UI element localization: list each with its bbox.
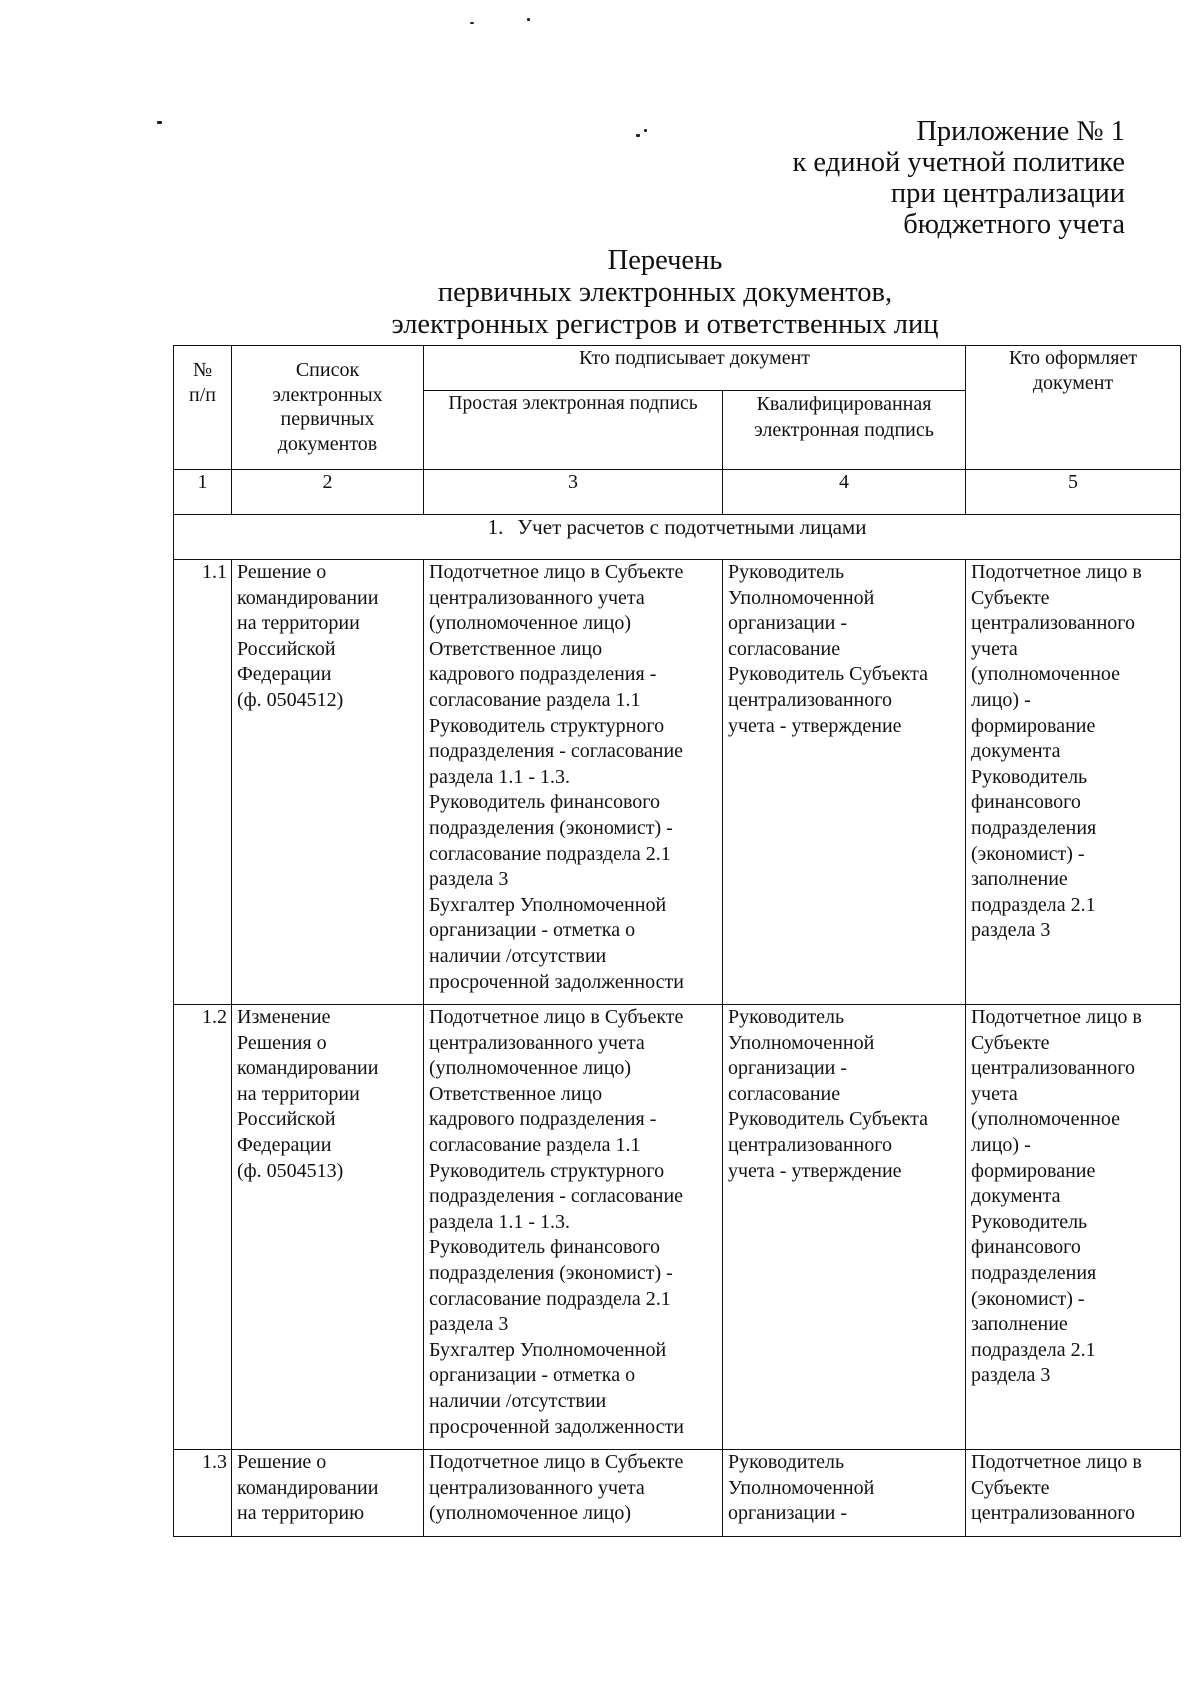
cell-line: учета - утверждение xyxy=(728,714,902,737)
cell-line: Российской xyxy=(237,637,336,660)
cell-line: Федерации xyxy=(237,1133,332,1156)
cell-line: централизованного xyxy=(971,612,1135,635)
cell-line: согласование xyxy=(728,637,841,660)
cell-line: раздела 3 xyxy=(971,1364,1051,1387)
header-qualified-line: Квалифицированная xyxy=(756,393,932,415)
cell-line: Уполномоченной xyxy=(728,1031,875,1054)
cell-line: Подотчетное лицо в xyxy=(971,561,1142,583)
header-number xyxy=(174,346,232,470)
cell-line: Руководитель xyxy=(728,561,845,583)
cell-line: раздела 1.1 - 1.3. xyxy=(429,1210,570,1233)
cell-line: командировании xyxy=(237,586,379,609)
scan-speck xyxy=(636,134,640,137)
cell-line: централизованного xyxy=(971,1502,1135,1525)
cell-line: централизованного xyxy=(728,1133,892,1156)
cell-line: централизованного учета xyxy=(429,1476,645,1499)
cell-line: (экономист) - xyxy=(971,1287,1085,1310)
cell-line: Подотчетное лицо в xyxy=(971,1451,1142,1473)
cell-line: организации - отметка о xyxy=(429,919,636,942)
cell-line: Субъекте xyxy=(971,1031,1050,1054)
table-row xyxy=(174,1005,1181,1450)
cell-line: (экономист) - xyxy=(971,842,1085,865)
header-number-line: п/п xyxy=(189,384,216,406)
header-qualified-signature xyxy=(723,391,966,470)
column-number: 5 xyxy=(966,470,1181,515)
cell-line: подразделения - согласование xyxy=(429,1185,684,1208)
cell-line: подраздела 2.1 xyxy=(971,893,1096,916)
appendix-line: при централизации xyxy=(890,178,1125,209)
row-number: 1.1 xyxy=(174,560,232,1005)
section-row xyxy=(174,515,1181,560)
cell-line: Решения о xyxy=(237,1031,327,1054)
cell-line: организации - xyxy=(728,1057,848,1080)
cell-line: командировании xyxy=(237,1057,379,1080)
cell-line: формирование xyxy=(971,714,1096,737)
cell-line: (уполномоченное лицо) xyxy=(429,1502,632,1525)
column-number: 2 xyxy=(232,470,424,515)
cell-line: Подотчетное лицо в xyxy=(971,1006,1142,1028)
row-who-forms xyxy=(966,560,1181,1005)
table-header-row xyxy=(174,346,1181,391)
cell-line: наличии /отсутствии xyxy=(429,1389,607,1412)
header-list-line: первичных xyxy=(280,408,375,430)
cell-line: согласование xyxy=(728,1082,841,1105)
cell-line: кадрового подразделения - xyxy=(429,663,657,686)
row-simple-signers xyxy=(424,1450,723,1537)
cell-line: Бухгалтер Уполномоченной xyxy=(429,893,667,916)
header-qualified-line: электронная подпись xyxy=(754,419,934,441)
cell-line: (уполномоченное лицо) xyxy=(429,1057,632,1080)
cell-line: документа xyxy=(971,740,1061,763)
cell-line: Субъекте xyxy=(971,586,1050,609)
cell-line: централизованного учета xyxy=(429,586,645,609)
section-heading xyxy=(174,515,1181,560)
cell-line: Руководитель xyxy=(728,1451,845,1473)
header-list-line: электронных xyxy=(272,383,383,406)
cell-line: Ответственное лицо xyxy=(429,1082,603,1105)
row-qualified-signers xyxy=(723,560,966,1005)
table-row xyxy=(174,560,1181,1005)
cell-line: (уполномоченное xyxy=(971,663,1121,686)
cell-line: учета xyxy=(971,1082,1018,1105)
cell-line: просроченной задолженности xyxy=(429,970,684,993)
scan-speck xyxy=(644,129,647,132)
cell-line: (ф. 0504513) xyxy=(237,1159,344,1182)
cell-line: подразделения (экономист) - xyxy=(429,816,673,839)
cell-line: подразделения - согласование xyxy=(429,740,684,763)
cell-line: командировании xyxy=(237,1476,379,1499)
cell-line: на территории xyxy=(237,1082,360,1105)
cell-line: Решение о xyxy=(237,561,327,583)
header-number-line: № xyxy=(192,359,213,381)
cell-line: просроченной задолженности xyxy=(429,1415,684,1438)
cell-line: Руководитель структурного xyxy=(429,1159,665,1182)
row-simple-signers xyxy=(424,560,723,1005)
cell-line: Российской xyxy=(237,1108,336,1131)
header-signers-group: Кто подписывает документ xyxy=(424,346,966,391)
row-document xyxy=(232,560,424,1005)
cell-line: Бухгалтер Уполномоченной xyxy=(429,1338,667,1361)
cell-line: Руководитель Субъекта xyxy=(728,1108,928,1131)
cell-line: согласование подраздела 2.1 xyxy=(429,1287,671,1310)
header-who-forms xyxy=(966,346,1181,470)
header-document-list xyxy=(232,346,424,470)
cell-line: согласование раздела 1.1 xyxy=(429,1133,641,1156)
column-number-row xyxy=(174,470,1181,515)
cell-line: финансового xyxy=(971,791,1081,814)
row-qualified-signers xyxy=(723,1450,966,1537)
appendix-note xyxy=(792,116,1125,240)
cell-line: организации - xyxy=(728,612,848,635)
cell-line: заполнение xyxy=(971,868,1068,891)
appendix-line: Приложение № 1 xyxy=(916,116,1125,147)
row-document xyxy=(232,1005,424,1450)
cell-line: организации - xyxy=(728,1502,848,1525)
cell-line: формирование xyxy=(971,1159,1096,1182)
cell-line: Федерации xyxy=(237,663,332,686)
documents-table xyxy=(173,345,1181,1537)
cell-line: Руководитель Субъекта xyxy=(728,663,928,686)
cell-line: учета - утверждение xyxy=(728,1159,902,1182)
column-number: 1 xyxy=(174,470,232,515)
document-title xyxy=(160,245,1170,341)
cell-line: на территории xyxy=(237,612,360,635)
cell-line: Руководитель финансового xyxy=(429,791,660,814)
cell-line: централизованного xyxy=(728,688,892,711)
row-number: 1.3 xyxy=(174,1450,232,1537)
scan-speck xyxy=(157,121,162,124)
cell-line: документа xyxy=(971,1185,1061,1208)
cell-line: Подотчетное лицо в Субъекте xyxy=(429,561,684,583)
column-number: 3 xyxy=(424,470,723,515)
table-row xyxy=(174,1450,1181,1537)
row-who-forms xyxy=(966,1005,1181,1450)
header-who-line: документ xyxy=(1032,372,1114,394)
cell-line: централизованного xyxy=(971,1057,1135,1080)
cell-line: учета xyxy=(971,637,1018,660)
cell-line: Руководитель xyxy=(971,765,1088,788)
title-line: первичных электронных документов, xyxy=(437,277,893,308)
header-list-line: документов xyxy=(277,432,378,455)
section-number: 1. xyxy=(487,515,504,539)
cell-line: раздела 3 xyxy=(429,1313,509,1336)
cell-line: Руководитель xyxy=(728,1006,845,1028)
cell-line: на территорию xyxy=(237,1502,365,1525)
cell-line: наличии /отсутствии xyxy=(429,944,607,967)
cell-line: Субъекте xyxy=(971,1476,1050,1499)
cell-line: (уполномоченное xyxy=(971,1108,1121,1131)
cell-line: (уполномоченное лицо) xyxy=(429,612,632,635)
cell-line: финансового xyxy=(971,1236,1081,1259)
cell-line: централизованного учета xyxy=(429,1031,645,1054)
title-line: Перечень xyxy=(607,245,723,276)
cell-line: лицо) - xyxy=(971,1133,1031,1156)
cell-line: Изменение xyxy=(237,1006,331,1028)
header-who-line: Кто оформляет xyxy=(1008,347,1138,369)
cell-line: раздела 3 xyxy=(971,919,1051,942)
header-simple-label: Простая электронная подпись xyxy=(448,393,698,414)
cell-line: (ф. 0504512) xyxy=(237,688,344,711)
cell-line: Подотчетное лицо в Субъекте xyxy=(429,1006,684,1028)
title-line: электронных регистров и ответственных лиц xyxy=(391,309,939,340)
cell-line: Уполномоченной xyxy=(728,586,875,609)
cell-line: Руководитель финансового xyxy=(429,1236,660,1259)
scan-speck xyxy=(470,22,474,24)
cell-line: раздела 1.1 - 1.3. xyxy=(429,765,570,788)
cell-line: Подотчетное лицо в Субъекте xyxy=(429,1451,684,1473)
cell-line: кадрового подразделения - xyxy=(429,1108,657,1131)
row-document xyxy=(232,1450,424,1537)
scan-speck xyxy=(527,18,530,21)
cell-line: подразделения xyxy=(971,1261,1097,1284)
row-qualified-signers xyxy=(723,1005,966,1450)
cell-line: лицо) - xyxy=(971,688,1031,711)
cell-line: Руководитель xyxy=(971,1210,1088,1233)
header-list-line: Список xyxy=(295,359,360,381)
cell-line: согласование подраздела 2.1 xyxy=(429,842,671,865)
row-who-forms xyxy=(966,1450,1181,1537)
row-number: 1.2 xyxy=(174,1005,232,1450)
appendix-line: к единой учетной политике xyxy=(792,147,1125,178)
cell-line: заполнение xyxy=(971,1313,1068,1336)
cell-line: организации - отметка о xyxy=(429,1364,636,1387)
cell-line: Руководитель структурного xyxy=(429,714,665,737)
section-title: Учет расчетов с подотчетными лицами xyxy=(517,515,867,539)
cell-line: подраздела 2.1 xyxy=(971,1338,1096,1361)
appendix-line: бюджетного учета xyxy=(903,209,1125,240)
cell-line: Решение о xyxy=(237,1451,327,1473)
column-number: 4 xyxy=(723,470,966,515)
cell-line: Уполномоченной xyxy=(728,1476,875,1499)
cell-line: подразделения (экономист) - xyxy=(429,1261,673,1284)
cell-line: Ответственное лицо xyxy=(429,637,603,660)
cell-line: подразделения xyxy=(971,816,1097,839)
cell-line: раздела 3 xyxy=(429,868,509,891)
cell-line: согласование раздела 1.1 xyxy=(429,688,641,711)
header-simple-signature xyxy=(424,391,723,470)
row-simple-signers xyxy=(424,1005,723,1450)
